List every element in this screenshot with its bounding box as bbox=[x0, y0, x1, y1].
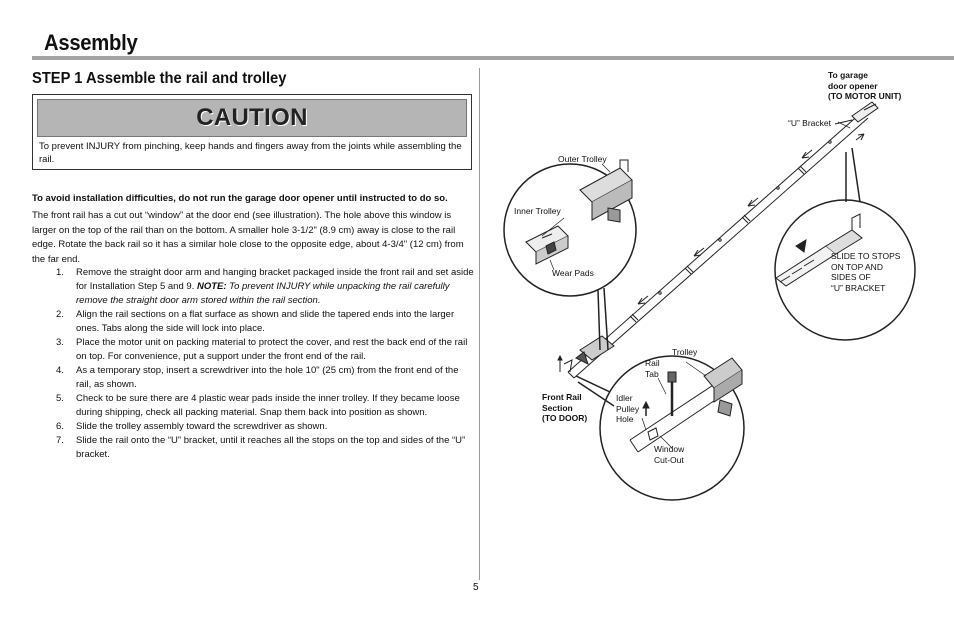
page-title: Assembly bbox=[44, 30, 138, 55]
rail-tab-line-2: Tab bbox=[645, 368, 659, 379]
caution-header bbox=[37, 99, 467, 137]
idler-pulley-hole-label bbox=[616, 393, 639, 425]
note-text: To prevent INJURY while unpacking the rail carefully remove the straight door arm stored within the rail section. bbox=[76, 281, 450, 306]
u-bracket bbox=[835, 102, 878, 124]
steps-list bbox=[56, 266, 474, 462]
avoid-warning: To avoid installation difficulties, do not run the garage door opener until instructed to do so. bbox=[32, 193, 448, 204]
u-bracket-detail-callout bbox=[775, 148, 915, 340]
step-number: 5. bbox=[56, 393, 64, 404]
rail-assembly-illustration bbox=[480, 60, 954, 600]
step-text: Slide the trolley assembly toward the screwdriver as shown. bbox=[76, 421, 328, 432]
front-rail-line-2: Section bbox=[542, 402, 573, 413]
step-number: 4. bbox=[56, 365, 64, 376]
page-number: 5 bbox=[473, 582, 479, 593]
caution-box bbox=[32, 94, 472, 170]
step-number: 7. bbox=[56, 435, 64, 446]
slide-line-2: ON TOP AND bbox=[831, 261, 883, 272]
to-garage-line-1: To garage bbox=[828, 70, 868, 80]
step-text-main: Remove the straight door arm and hanging bracket packaged inside the front rail and set aside for Installation Step 5 and 9. bbox=[76, 267, 474, 292]
note-label: NOTE: bbox=[196, 281, 227, 292]
idler-line-2: Pulley bbox=[616, 403, 640, 414]
rail-tab-label bbox=[645, 358, 660, 379]
slide-line-1: SLIDE TO STOPS bbox=[831, 251, 901, 261]
list-item bbox=[56, 336, 474, 364]
step-text: Align the rail sections on a flat surface as shown and slide the tapered ends into the larger ones. Tabs along the side will lock into place. bbox=[76, 309, 455, 334]
step-number: 2. bbox=[56, 309, 64, 320]
trolley-assembly bbox=[564, 336, 614, 372]
inner-trolley-label: Inner Trolley bbox=[514, 206, 561, 216]
step-title: STEP 1 Assemble the rail and trolley bbox=[32, 70, 287, 87]
outer-trolley-label: Outer Trolley bbox=[558, 154, 607, 164]
step-text: As a temporary stop, insert a screwdriver into the hole 10" (25 cm) from the front end of the rail, as shown. bbox=[76, 365, 459, 390]
list-item bbox=[56, 420, 474, 434]
front-rail-line-3: (TO DOOR) bbox=[542, 413, 588, 423]
step-text bbox=[76, 266, 474, 308]
rail-assembly-drawing bbox=[480, 60, 954, 600]
list-item bbox=[56, 392, 474, 420]
list-item bbox=[56, 308, 474, 336]
slide-to-stops-label bbox=[831, 251, 900, 293]
idler-line-3: Hole bbox=[616, 414, 634, 424]
list-item bbox=[56, 364, 474, 392]
window-line-1: Window bbox=[654, 444, 685, 454]
front-rail-line-1: Front Rail bbox=[542, 392, 582, 402]
to-garage-label bbox=[828, 70, 901, 102]
intro-paragraph: The front rail has a cut out “window” at the door end (see illustration). The hole above this window is larger on the top of the rail than on the bottom. A smaller hole 3-1/2" (8.9 cm) away is close to the rail edge. Rotate the back rail so it has a similar hole close to the opposite edge, about 4-3/4" (12 cm) from the far end. bbox=[32, 210, 464, 265]
wear-pads-label: Wear Pads bbox=[552, 268, 594, 278]
front-rail-detail-callout bbox=[576, 356, 744, 500]
step-text: Check to be sure there are 4 plastic wear pads inside the inner trolley. If they became loose during shipping, check all packing material. Snap them back into position as shown. bbox=[76, 393, 460, 418]
u-bracket-label: “U” Bracket bbox=[788, 118, 831, 128]
step-text: Slide the rail onto the “U” bracket, until it reaches all the stops on the top and sides of the “U” bracket. bbox=[76, 435, 466, 460]
slide-line-3: SIDES OF bbox=[831, 272, 871, 282]
step-text: Place the motor unit on packing material to protect the cover, and rest the back end of the rail on top. For convenience, put a support under the front end of the rail. bbox=[76, 337, 468, 362]
window-cut-out-label bbox=[654, 444, 684, 465]
step-number: 1. bbox=[56, 267, 64, 278]
caution-heading: CAUTION bbox=[196, 104, 308, 131]
list-item bbox=[56, 434, 474, 462]
step-number: 6. bbox=[56, 421, 64, 432]
to-garage-line-2: door opener bbox=[828, 80, 878, 91]
rail-tab-line-1: Rail bbox=[645, 358, 660, 368]
to-garage-line-3: (TO MOTOR UNIT) bbox=[828, 91, 902, 101]
trolley-label: Trolley bbox=[672, 347, 698, 357]
trolley-detail-callout bbox=[504, 160, 636, 350]
caution-text: To prevent INJURY from pinching, keep hands and fingers away from the joints while assembling the rail. bbox=[39, 141, 462, 165]
slide-line-4: “U” BRACKET bbox=[831, 282, 886, 293]
window-line-2: Cut-Out bbox=[654, 454, 684, 465]
front-rail-label bbox=[542, 392, 587, 424]
screwdriver bbox=[558, 356, 562, 372]
list-item bbox=[56, 266, 474, 308]
step-number: 3. bbox=[56, 337, 64, 348]
idler-line-1: Idler bbox=[616, 393, 633, 403]
